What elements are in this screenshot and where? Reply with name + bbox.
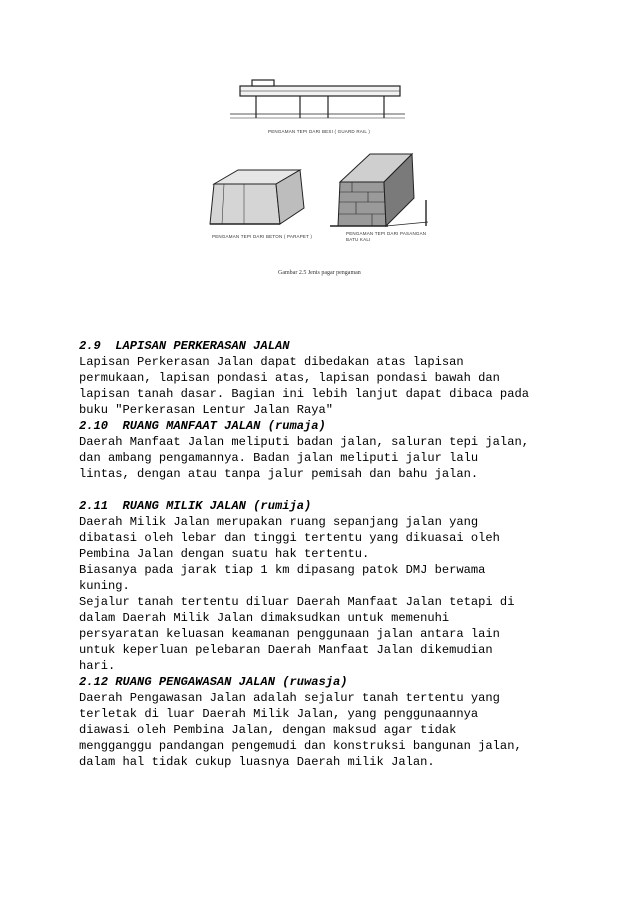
parapet-drawing [210,170,304,224]
guard-rail-label: PENGAMAN TEPI DARI BESI ( GUARD RAIL ) [268,129,371,134]
paragraph-line: lapisan tanah dasar. Bagian ini lebih lanjut dapat dibaca pada [79,387,529,401]
paragraph-line: Sejalur tanah tertentu diluar Daerah Manfaat Jalan tetapi di [79,595,515,609]
parapet-label: PENGAMAN TEPI DARI BETON ( PARAPET ) [212,234,313,239]
section-heading: 2.10 RUANG MANFAAT JALAN (rumaja) [79,419,326,433]
paragraph-line: diawasi oleh Pembina Jalan, dengan maksud agar tidak [79,723,457,737]
section-heading: 2.9 LAPISAN PERKERASAN JALAN [79,339,290,353]
masonry-label-line2: BATU KALI [346,237,371,242]
paragraph-line: dalam hal tidak cukup luasnya Daerah milik Jalan. [79,755,435,769]
figure-caption: Gambar 2.5 Jenis pagar pengaman [278,270,361,276]
paragraph-line: Daerah Milik Jalan merupakan ruang sepanjang jalan yang [79,515,479,529]
paragraph-line: terletak di luar Daerah Milik Jalan, yang penggunaannya [79,707,479,721]
paragraph-line: buku "Perkerasan Lentur Jalan Raya" [79,403,334,417]
masonry-label-line1: PENGAMAN TEPI DARI PASANGAN [346,231,427,236]
paragraph-line: Daerah Manfaat Jalan meliputi badan jalan, saluran tepi jalan, [79,435,529,449]
masonry-wall-drawing [330,154,428,226]
paragraph-line: kuning. [79,579,130,593]
spacer [79,482,599,498]
paragraph-line: persyaratan keluasan keamanan penggunaan jalan antara lain [79,627,500,641]
paragraph-line: hari. [79,659,116,673]
guard-rail-drawing [230,80,405,118]
paragraph-line: lintas, dengan atau tanpa jalur pemisah dan bahu jalan. [79,467,479,481]
paragraph-line: Lapisan Perkerasan Jalan dapat dibedakan atas lapisan [79,355,464,369]
paragraph-line: dalam Daerah Milik Jalan dimaksudkan untuk memenuhi [79,611,450,625]
barrier-figure [200,74,440,289]
paragraph-line: dan ambang pengamannya. Badan jalan meliputi jalur lalu [79,451,479,465]
paragraph-line: Biasanya pada jarak tiap 1 km dipasang patok DMJ berwama [79,563,486,577]
section-heading: 2.11 RUANG MILIK JALAN (rumija) [79,499,312,513]
barrier-illustration [200,74,440,274]
paragraph-line: mengganggu pandangan pengemudi dan konstruksi bangunan jalan, [79,739,522,753]
paragraph-line: untuk keperluan pelebaran Daerah Manfaat Jalan dikemudian [79,643,493,657]
paragraph-line: Pembina Jalan dengan suatu hak tertentu. [79,547,370,561]
paragraph-line: permukaan, lapisan pondasi atas, lapisan pondasi bawah dan [79,371,500,385]
paragraph-line: dibatasi oleh lebar dan tinggi tertentu yang dikuasai oleh [79,531,500,545]
body-text [79,338,599,770]
section-heading: 2.12 RUANG PENGAWASAN JALAN (ruwasja) [79,675,348,689]
paragraph-line: Daerah Pengawasan Jalan adalah sejalur tanah tertentu yang [79,691,500,705]
